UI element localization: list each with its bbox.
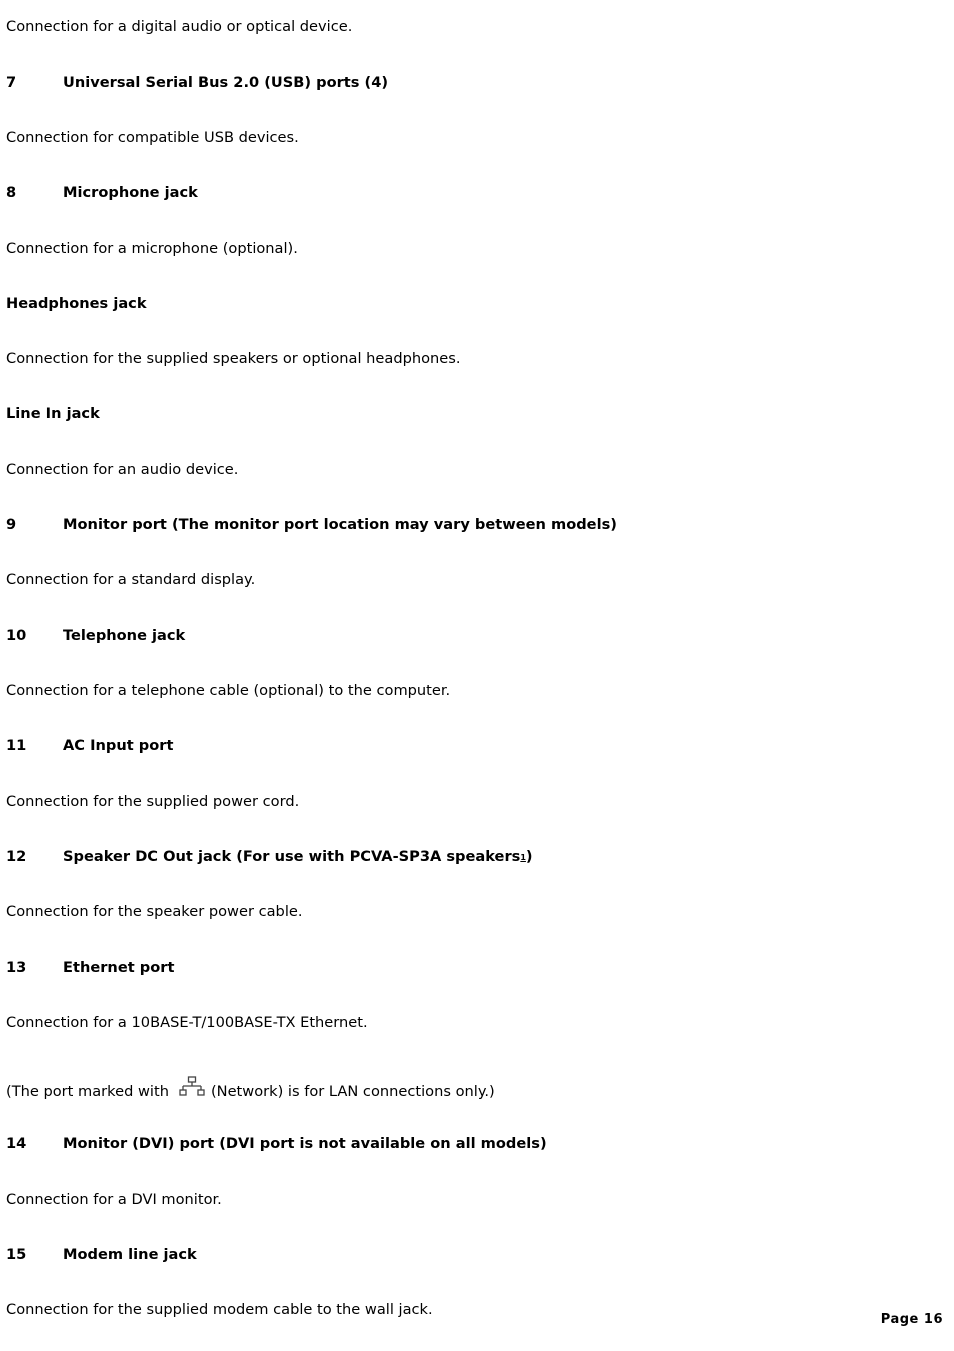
item-title: Ethernet port <box>63 959 175 976</box>
item-number: 8 <box>6 184 17 201</box>
item-number: 9 <box>6 516 17 533</box>
item-heading-usb-ports <box>6 73 388 93</box>
item-title: Speaker DC Out jack (For use with PCVA-SP3A speakers <box>63 848 521 865</box>
item-heading-microphone-jack <box>6 183 198 203</box>
item-heading-headphones-jack: Headphones jack <box>6 295 147 312</box>
description-text: Connection for a digital audio or optical device. <box>6 18 353 35</box>
item-title: AC Input port <box>63 737 174 754</box>
network-icon <box>179 1076 205 1098</box>
page-number: Page 16 <box>880 1312 943 1327</box>
description-text: Connection for the supplied power cord. <box>6 793 300 810</box>
item-heading-modem-line-jack <box>6 1245 197 1265</box>
item-heading-monitor-port <box>6 515 617 535</box>
item-heading-speaker-dc-out-jack <box>6 847 533 868</box>
item-title: Universal Serial Bus 2.0 (USB) ports (4) <box>63 74 389 91</box>
item-number: 13 <box>6 959 27 976</box>
item-number: 7 <box>6 74 17 91</box>
item-title: Telephone jack <box>63 627 186 644</box>
description-text: Connection for the speaker power cable. <box>6 903 303 920</box>
item-title: Microphone jack <box>63 184 198 201</box>
description-text: Connection for a 10BASE-T/100BASE-TX Ethernet. <box>6 1014 368 1031</box>
item-heading-ac-input-port <box>6 736 173 756</box>
description-text: Connection for compatible USB devices. <box>6 129 299 146</box>
item-title: Monitor port (The monitor port location may vary between models) <box>63 516 617 533</box>
footnote-link[interactable]: 1 <box>520 853 526 862</box>
network-note <box>6 1076 495 1102</box>
item-title-end: ) <box>525 848 533 865</box>
description-text: Connection for the supplied modem cable to the wall jack. <box>6 1301 433 1318</box>
item-heading-ethernet-port <box>6 958 174 978</box>
description-text: Connection for the supplied speakers or optional headphones. <box>6 350 461 367</box>
item-heading-dvi-port <box>6 1134 547 1154</box>
note-text: (Network) is for LAN connections only.) <box>210 1083 495 1100</box>
description-text: Connection for a standard display. <box>6 571 256 588</box>
item-heading-telephone-jack <box>6 626 185 646</box>
item-heading-line-in-jack: Line In jack <box>6 405 100 422</box>
description-text: Connection for a telephone cable (optional) to the computer. <box>6 682 451 699</box>
item-title: Monitor (DVI) port (DVI port is not available on all models) <box>63 1135 547 1152</box>
description-text: Connection for a microphone (optional). <box>6 240 298 257</box>
description-text: Connection for an audio device. <box>6 461 239 478</box>
note-text: (The port marked with <box>6 1083 169 1100</box>
description-text: Connection for a DVI monitor. <box>6 1191 222 1208</box>
item-number: 12 <box>6 848 27 865</box>
item-number: 14 <box>6 1135 27 1152</box>
item-number: 10 <box>6 627 27 644</box>
item-title: Modem line jack <box>63 1246 197 1263</box>
item-number: 11 <box>6 737 27 754</box>
item-number: 15 <box>6 1246 27 1263</box>
